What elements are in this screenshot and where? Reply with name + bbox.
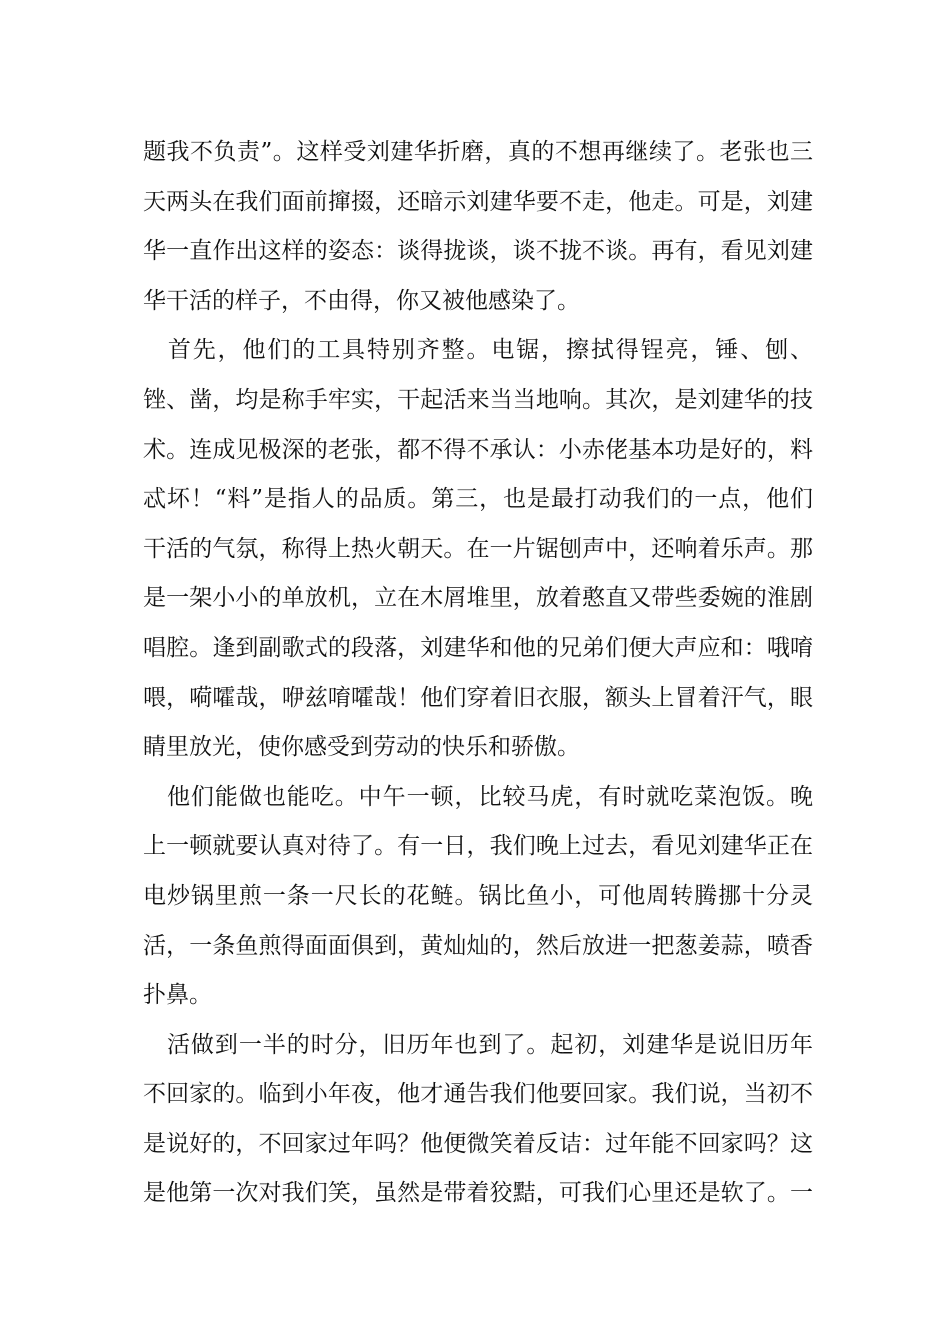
text-line: 喂，嗬嚯哉，咿兹唷嚯哉！他们穿着旧衣服，额头上冒着汗气，眼 bbox=[143, 684, 813, 711]
text-line: 题我不负责”。这样受刘建华折磨，真的不想再继续了。老张也三 bbox=[143, 139, 813, 165]
text-line: 不回家的。临到小年夜，他才通告我们他要回家。我们说，当初不 bbox=[143, 1081, 813, 1108]
text-line: 锉、凿，均是称手牢实，干起活来当当地响。其次，是刘建华的技 bbox=[143, 386, 813, 413]
text-line: 是他第一次对我们笑，虽然是带着狡黠，可我们心里还是软了。一 bbox=[143, 1180, 813, 1207]
text-line: 电炒锅里煎一条一尺长的花鲢。锅比鱼小，可他周转腾挪十分灵 bbox=[143, 882, 813, 909]
text-line: 华干活的样子，不由得，你又被他感染了。 bbox=[143, 287, 580, 314]
text-line: 上一顿就要认真对待了。有一日，我们晚上过去，看见刘建华正在 bbox=[143, 833, 813, 860]
text-line: 首先，他们的工具特别齐整。电锯，擦拭得锃亮，锤、刨、 bbox=[143, 337, 813, 364]
body-text bbox=[143, 128, 813, 1219]
text-line: 活，一条鱼煎得面面俱到，黄灿灿的，然后放进一把葱姜蒜，喷香 bbox=[143, 932, 813, 959]
text-line: 他们能做也能吃。中午一顿，比较马虎，有时就吃菜泡饭。晚 bbox=[143, 783, 813, 810]
text-line: 是说好的，不回家过年吗？他便微笑着反诘：过年能不回家吗？这 bbox=[143, 1130, 813, 1157]
text-line: 忒坏！“料”是指人的品质。第三，也是最打动我们的一点，他们 bbox=[143, 486, 813, 513]
text-line: 术。连成见极深的老张，都不得不承认：小赤佬基本功是好的，料 bbox=[143, 436, 813, 463]
text-line: 华一直作出这样的姿态：谈得拢谈，谈不拢不谈。再有，看见刘建 bbox=[143, 238, 813, 265]
text-line: 活做到一半的时分，旧历年也到了。起初，刘建华是说旧历年 bbox=[143, 1031, 813, 1058]
text-line: 睛里放光，使你感受到劳动的快乐和骄傲。 bbox=[143, 734, 580, 761]
text-line: 干活的气氛，称得上热火朝天。在一片锯刨声中，还响着乐声。那 bbox=[143, 535, 813, 562]
text-line: 扑鼻。 bbox=[143, 982, 212, 1009]
text-line: 天两头在我们面前撺掇，还暗示刘建华要不走，他走。可是，刘建 bbox=[143, 188, 813, 215]
text-line: 唱腔。逢到副歌式的段落，刘建华和他的兄弟们便大声应和：哦唷 bbox=[143, 634, 813, 661]
text-line: 是一架小小的单放机，立在木屑堆里，放着憨直又带些委婉的淮剧 bbox=[143, 585, 813, 612]
